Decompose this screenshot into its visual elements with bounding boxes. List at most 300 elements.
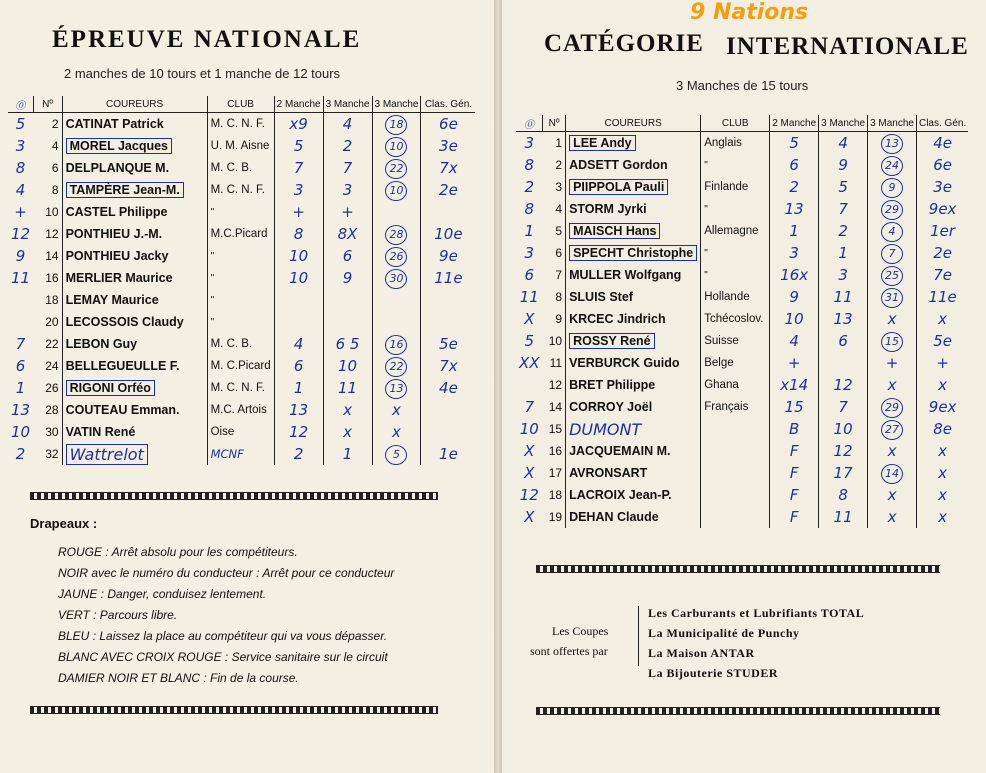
heat-1-result: + [274,201,323,223]
heat-2-result: 3 [323,179,372,201]
general-ranking: x [916,462,968,484]
sponsor-item: Les Carburants et Lubrifiants TOTAL [648,606,865,620]
finish-order-mark: 2 [524,178,535,196]
rider-name [566,440,701,462]
rider-club [701,352,770,374]
flag-rule [58,671,470,692]
page-title-international: INTERNATIONALE [726,33,969,60]
heat-3-total [372,245,421,267]
rider-club [701,154,770,176]
general-ranking: 7x [421,157,476,179]
heat-1-result: F [770,506,819,528]
rider-name-text: DELPLANQUE M. [65,161,170,175]
heat-1-result: 3 [770,242,819,264]
heat-3-value: 14 [881,464,903,484]
heat-3-total [372,267,421,289]
heat-3-value: 13 [881,134,903,154]
heat-3-value: 29 [881,398,903,418]
heat-3-value: 15 [881,332,903,352]
general-ranking: 4e [421,377,476,399]
divider [536,707,940,715]
handwritten-annotation: 9 Nations [690,0,809,25]
rider-club [701,484,770,506]
heat-3-value: 22 [385,159,407,179]
rider-name-text: DEHAN Claude [569,510,659,524]
rider-number: 3 [555,180,563,194]
rider-name [62,113,207,136]
heat-1-result: x9 [274,113,323,136]
rider-name-text: Wattrelot [66,444,148,465]
flags-section [30,516,470,692]
heat-3-total [372,333,421,355]
finish-order-mark: 8 [15,159,26,177]
rider-name [566,352,701,374]
heat-3-total [868,132,917,155]
heat-3-value: x [392,423,401,441]
finish-order-mark: 10 [519,420,539,438]
heat-2-result [323,311,372,333]
rider-club [701,462,770,484]
heat-3-total [372,223,421,245]
rider-number: 8 [555,290,563,304]
finish-order-mark: 3 [524,244,535,262]
general-ranking: 6e [421,113,476,136]
general-ranking: 9ex [916,396,968,418]
col-general-ranking: Clas. Gén. [916,115,968,132]
rider-club-text: Français [704,401,749,413]
heat-2-result: 17 [819,462,868,484]
rider-name-text: LEE Andy [569,135,636,151]
rider-club [207,245,274,267]
rider-name-text: PONTHIEU Jacky [65,249,169,263]
general-ranking: 5e [421,333,476,355]
rider-name [566,506,701,528]
heat-1-result: B [770,418,819,440]
flag-rule [58,545,470,566]
heat-3-value: 9 [881,178,903,198]
heat-2-result: 9 [323,267,372,289]
rider-club [207,311,274,333]
rider-number: 32 [45,447,59,461]
rider-name [566,396,701,418]
col-heat-2: 3 Manche [323,96,372,113]
rider-club-text: " [210,207,215,218]
table-row [8,113,475,136]
heat-2-result: x [323,399,372,421]
heat-1-result: 12 [274,421,323,443]
heat-3-value: + [885,354,899,372]
brace [638,606,639,666]
rider-name-text: SPECHT Christophe [569,245,697,261]
rider-name [566,198,701,220]
general-ranking [421,421,476,443]
heat-2-result: 8 [819,484,868,506]
rider-club-text: " [210,251,215,262]
heat-3-value: 28 [385,225,407,245]
finish-order-mark [516,374,543,396]
rider-number: 20 [45,315,59,329]
rider-number: 2 [51,117,59,131]
rider-name [62,311,207,333]
rider-number: 14 [45,249,59,263]
rider-number: 28 [45,403,59,417]
heat-3-value: 4 [881,222,903,242]
cups-label: Les Coupes [552,624,609,638]
finish-order-mark: 1 [524,222,535,240]
table-row [8,223,475,245]
heat-2-result: 13 [819,308,868,330]
rider-club-text: M. C. N. F. [210,118,265,130]
heat-1-result: 6 [274,355,323,377]
heat-3-total [868,418,917,440]
rider-number: 19 [548,510,563,524]
heat-1-result: 5 [770,132,819,155]
heat-3-total [868,220,917,242]
heat-1-result: 7 [274,157,323,179]
rider-club [207,157,274,179]
flag-color: NOIR [58,566,88,580]
rider-name [566,154,701,176]
flag-rule [58,608,470,629]
rider-club [207,201,274,223]
table-row [516,462,968,484]
rider-club [701,440,770,462]
heat-2-result: 12 [819,374,868,396]
rider-name [566,220,701,242]
heat-3-value: 26 [385,247,407,267]
finish-order-mark: 7 [15,335,26,353]
rider-club-text: Ghana [704,379,739,391]
heat-3-total [868,242,917,264]
rider-club [701,286,770,308]
heat-3-total [868,264,917,286]
general-ranking: 3e [916,176,968,198]
rider-name-text: MAISCH Hans [569,223,660,239]
sponsor-item: La Municipalité de Punchy [648,626,800,640]
finish-order-mark: 2 [15,445,26,463]
heat-3-value: 22 [385,357,407,377]
general-ranking: 11e [421,267,476,289]
finish-order-mark [8,289,33,311]
rider-name [566,330,701,352]
general-ranking: 1er [916,220,968,242]
rider-club-text: M. C.Picard [210,360,271,372]
flag-rule [58,566,470,587]
rider-name-text: RIGONI Orféo [66,380,155,396]
table-row [8,333,475,355]
heat-1-result: + [770,352,819,374]
heat-3-value: x [887,310,897,328]
heat-3-total [372,289,421,311]
flag-color: DAMIER NOIR ET BLANC [58,671,201,685]
flag-meaning: : Fin de la course. [200,671,299,685]
rider-name-text: VERBURCK Guido [569,356,680,370]
col-heat-3: 3 Manche [372,96,421,113]
table-row [516,132,968,155]
finish-order-mark: 8 [524,156,535,174]
rider-name [62,201,207,223]
rider-name [62,267,207,289]
divider [536,565,940,573]
heat-2-result: 8X [323,223,372,245]
col-riders: COUREURS [566,115,701,132]
flag-color: JAUNE [58,587,98,601]
finish-order-mark: 5 [15,115,26,133]
table-row [8,157,475,179]
rider-club-text: M.C. Artois [210,404,267,416]
rider-club-text: " [704,160,708,171]
sponsor-item: La Maison ANTAR [648,646,755,660]
rider-club [701,418,770,440]
heat-2-result: 2 [819,220,868,242]
rider-name-text: LEBON Guy [65,337,138,351]
rider-name [566,308,701,330]
heat-3-total [868,462,917,484]
heat-3-value: x [887,486,897,504]
table-row [516,330,968,352]
rider-number: 26 [45,381,59,395]
page-subtitle: 2 manches de 10 tours et 1 manche de 12 tours [64,66,341,81]
rider-club [701,264,770,286]
finish-order-mark: 1 [15,379,26,397]
rider-club-text: M. C. B. [210,162,253,174]
finish-order-mark: X [524,508,535,526]
finish-order-mark: 7 [524,398,535,416]
flag-meaning: avec le numéro du conducteur : Arrêt pour ce conducteur [88,566,395,580]
heat-2-result: 11 [323,377,372,399]
rider-name [62,135,207,157]
heat-1-result: 8 [274,223,323,245]
finish-order-mark: X [524,442,535,460]
finish-order-mark: 12 [11,225,31,243]
heat-3-value: 25 [881,266,903,286]
rider-number: 17 [548,466,563,480]
col-number: Nº [543,115,566,132]
rider-number: 30 [45,425,59,439]
flag-meaning: : Laissez la place au compétiteur qui va vous dépasser. [89,629,388,643]
rider-name-text: SLUIS Stef [569,290,633,304]
general-ranking: 11e [916,286,968,308]
flag-color: BLANC AVEC CROIX ROUGE [58,650,222,664]
heat-2-result: 6 [323,245,372,267]
rider-name-text: BRET Philippe [569,378,656,392]
rider-name-text: PONTHIEU J.-M. [65,227,163,241]
heat-3-value: 30 [385,269,407,289]
rider-club [207,421,274,443]
table-row [8,201,475,223]
heat-1-result: 4 [274,333,323,355]
finish-order-mark: 12 [519,486,539,504]
general-ranking: x [916,484,968,506]
rider-name-text: STORM Jyrki [569,202,647,216]
table-row [8,135,475,157]
rider-name-text: AVRONSART [569,466,648,480]
rider-name [62,355,207,377]
rider-name [566,286,701,308]
rider-number: 8 [51,183,59,197]
rider-club [207,377,274,399]
heat-2-result: 6 [819,330,868,352]
table-row [8,421,475,443]
table-row [516,352,968,374]
heat-1-result: 13 [770,198,819,220]
rider-name-text: MOREL Jacques [66,138,172,154]
flag-meaning: : Danger, conduisez lentement. [97,587,267,601]
rider-name [566,418,701,440]
rider-club [207,267,274,289]
finish-order-mark [8,311,33,333]
rider-name [62,377,207,399]
heat-1-result: 16x [770,264,819,286]
flag-color: VERT [58,608,90,622]
rider-name-text: JACQUEMAIN M. [569,444,671,458]
finish-order-mark: 3 [524,134,535,152]
general-ranking: + [916,352,968,374]
finish-order-mark: + [14,203,27,221]
finish-order-mark: 5 [524,332,535,350]
rider-club-text: Belge [704,357,734,369]
rider-number: 16 [45,271,59,285]
rider-number: 6 [555,246,563,260]
page-title: ÉPREUVE NATIONALE [52,26,362,53]
heat-2-result: 10 [323,355,372,377]
heat-2-result: 3 [819,264,868,286]
rider-name-text: LACROIX Jean-P. [569,488,672,502]
rider-club [207,443,274,465]
rider-club-text: M. C. N. F. [210,184,265,196]
rider-club-text: M.C.Picard [210,228,268,240]
rider-club-text: Allemagne [704,225,759,237]
rider-name [62,443,207,465]
rider-club [701,330,770,352]
rider-name [62,399,207,421]
rider-club-text: Tchécoslov. [704,313,764,325]
finish-order-mark: 13 [11,401,31,419]
rider-club-text: " [210,317,215,328]
rider-number: 10 [45,205,59,219]
table-row [8,311,475,333]
heat-2-result: 2 [323,135,372,157]
col-club: CLUB [207,96,274,113]
finish-order-mark: 6 [524,266,535,284]
heat-1-result: 3 [274,179,323,201]
general-ranking: x [916,506,968,528]
col-riders: COUREURS [62,96,207,113]
general-ranking: 1e [421,443,476,465]
heat-2-result: 9 [819,154,868,176]
general-ranking: 7x [421,355,476,377]
finish-order-mark: 11 [519,288,539,306]
rider-club [207,135,274,157]
rider-name-text: MERLIER Maurice [65,271,173,285]
heat-2-result: 1 [819,242,868,264]
table-row [516,176,968,198]
general-ranking: 6e [916,154,968,176]
heat-3-total [372,355,421,377]
rider-club-text: " [704,248,708,259]
heat-3-value: 5 [385,445,407,465]
rider-number: 4 [51,139,59,153]
rider-number: 14 [548,400,563,414]
finish-order-mark: XX [519,354,540,372]
rider-club [701,198,770,220]
heat-3-total [868,154,917,176]
general-ranking: 7e [916,264,968,286]
rider-club [701,176,770,198]
general-ranking [421,311,476,333]
heat-3-total [868,330,917,352]
rider-club [207,179,274,201]
col-heat-3: 3 Manche [868,115,917,132]
general-ranking: x [916,440,968,462]
rider-club-text: M. C. B. [210,338,253,350]
table-row [8,289,475,311]
general-ranking: 3e [421,135,476,157]
rider-number: 4 [555,202,563,216]
rider-club [701,132,770,155]
heat-1-result: 1 [770,220,819,242]
finish-order-mark: 11 [11,269,31,287]
rider-name-text: KRCEC Jindrich [569,312,666,326]
table-row [516,374,968,396]
rider-number: 22 [45,337,59,351]
finish-order-mark: X [524,310,535,328]
table-row [516,154,968,176]
heat-2-result: 1 [323,443,372,465]
table-row [516,506,968,528]
heat-3-total [372,113,421,136]
results-table-national [8,96,475,465]
rider-name-text: ADSETT Gordon [569,158,668,172]
rider-club [207,223,274,245]
rider-club-text: " [210,295,215,306]
table-row [8,443,475,465]
general-ranking: x [916,308,968,330]
rider-club-text: Hollande [704,291,750,303]
rider-name [566,484,701,506]
rider-name [62,223,207,245]
general-ranking: 10e [421,223,476,245]
book-gutter [494,0,502,773]
col-number: Nº [33,96,62,113]
heat-1-result: 10 [770,308,819,330]
rider-name [62,245,207,267]
rider-number: 2 [555,158,563,172]
heat-1-result: F [770,440,819,462]
heat-2-result: x [323,421,372,443]
heat-2-result [819,352,868,374]
col-heat-1: 2 Manche [770,115,819,132]
rider-name-text: CATINAT Patrick [65,117,164,131]
heat-3-total [372,157,421,179]
rider-club-text: Suisse [704,335,739,347]
table-row [8,267,475,289]
rider-name [566,462,701,484]
heat-2-result: 4 [819,132,868,155]
general-ranking: 2e [421,179,476,201]
rider-club-text: MCNF [210,447,244,461]
heat-1-result: F [770,462,819,484]
rider-club-text: Finlande [704,181,749,193]
heat-3-total [372,443,421,465]
flag-color: BLEU [58,629,90,643]
heat-2-result: 7 [819,198,868,220]
rider-name [566,176,701,198]
flag-meaning: : Parcours libre. [89,608,178,622]
table-row [516,396,968,418]
rider-club-text: Anglais [704,137,742,149]
results-table-international [516,115,968,528]
